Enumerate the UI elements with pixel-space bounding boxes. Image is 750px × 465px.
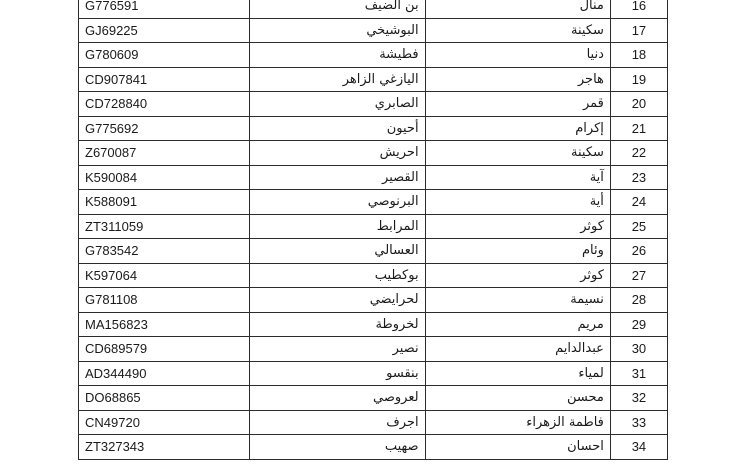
table-row — [79, 18, 668, 43]
table-row — [79, 190, 668, 215]
row-number-cell: 19 — [610, 67, 667, 92]
table-row — [79, 165, 668, 190]
row-number-cell: 26 — [610, 239, 667, 264]
row-number-cell: 21 — [610, 116, 667, 141]
row-number-cell: 17 — [610, 18, 667, 43]
last-name-cell: القصير — [250, 165, 425, 190]
last-name-cell: اليازغي الزاهر — [250, 67, 425, 92]
last-name-cell: احريش — [250, 141, 425, 166]
id-cell: G781108 — [79, 288, 250, 313]
row-number-cell: 30 — [610, 337, 667, 362]
row-number-cell: 31 — [610, 361, 667, 386]
id-cell: CD689579 — [79, 337, 250, 362]
last-name-cell: بنقسو — [250, 361, 425, 386]
table-row — [79, 43, 668, 68]
row-number-cell: 23 — [610, 165, 667, 190]
table-row — [79, 239, 668, 264]
row-number-cell: 29 — [610, 312, 667, 337]
id-cell: AD344490 — [79, 361, 250, 386]
row-number-cell: 32 — [610, 386, 667, 411]
last-name-cell: لحرايضي — [250, 288, 425, 313]
table-row — [79, 410, 668, 435]
first-name-cell: هاجر — [425, 67, 610, 92]
row-number-cell: 33 — [610, 410, 667, 435]
id-cell: G775692 — [79, 116, 250, 141]
first-name-cell: مريم — [425, 312, 610, 337]
table-row — [79, 141, 668, 166]
row-number-cell: 20 — [610, 92, 667, 117]
table-row — [79, 435, 668, 460]
last-name-cell: صهيب — [250, 435, 425, 460]
table-row — [79, 361, 668, 386]
last-name-cell: البوشيخي — [250, 18, 425, 43]
roster-table — [78, 0, 668, 460]
id-cell: CN49720 — [79, 410, 250, 435]
first-name-cell: لمياء — [425, 361, 610, 386]
id-cell: ZT311059 — [79, 214, 250, 239]
first-name-cell: احسان — [425, 435, 610, 460]
id-cell: K590084 — [79, 165, 250, 190]
table-row — [79, 386, 668, 411]
last-name-cell: لخروطة — [250, 312, 425, 337]
table-row — [79, 337, 668, 362]
last-name-cell: المرابط — [250, 214, 425, 239]
id-cell: K588091 — [79, 190, 250, 215]
id-cell: CD907841 — [79, 67, 250, 92]
table-row — [79, 0, 668, 18]
row-number-cell: 18 — [610, 43, 667, 68]
first-name-cell: أية — [425, 190, 610, 215]
first-name-cell: سكينة — [425, 141, 610, 166]
last-name-cell: بن الضيف — [250, 0, 425, 18]
last-name-cell: الصابري — [250, 92, 425, 117]
roster-body — [79, 0, 668, 459]
row-number-cell: 16 — [610, 0, 667, 18]
first-name-cell: عبدالدايم — [425, 337, 610, 362]
id-cell: G780609 — [79, 43, 250, 68]
row-number-cell: 34 — [610, 435, 667, 460]
id-cell: DO68865 — [79, 386, 250, 411]
last-name-cell: لعروصي — [250, 386, 425, 411]
table-row — [79, 67, 668, 92]
last-name-cell: فطيشة — [250, 43, 425, 68]
first-name-cell: نسيمة — [425, 288, 610, 313]
id-cell: MA156823 — [79, 312, 250, 337]
last-name-cell: بوكطيب — [250, 263, 425, 288]
first-name-cell: إكرام — [425, 116, 610, 141]
last-name-cell: نصير — [250, 337, 425, 362]
id-cell: Z670087 — [79, 141, 250, 166]
last-name-cell: أحيون — [250, 116, 425, 141]
row-number-cell: 25 — [610, 214, 667, 239]
first-name-cell: دنيا — [425, 43, 610, 68]
row-number-cell: 24 — [610, 190, 667, 215]
first-name-cell: منال — [425, 0, 610, 18]
table-row — [79, 288, 668, 313]
table-row — [79, 92, 668, 117]
row-number-cell: 22 — [610, 141, 667, 166]
first-name-cell: آية — [425, 165, 610, 190]
table-row — [79, 116, 668, 141]
last-name-cell: البرنوصي — [250, 190, 425, 215]
first-name-cell: قمر — [425, 92, 610, 117]
id-cell: GJ69225 — [79, 18, 250, 43]
first-name-cell: كوثر — [425, 214, 610, 239]
table-row — [79, 312, 668, 337]
id-cell: ZT327343 — [79, 435, 250, 460]
id-cell: CD728840 — [79, 92, 250, 117]
id-cell: G776591 — [79, 0, 250, 18]
first-name-cell: فاطمة الزهراء — [425, 410, 610, 435]
table-row — [79, 263, 668, 288]
first-name-cell: كوثر — [425, 263, 610, 288]
first-name-cell: وئام — [425, 239, 610, 264]
last-name-cell: اجرف — [250, 410, 425, 435]
row-number-cell: 28 — [610, 288, 667, 313]
first-name-cell: سكينة — [425, 18, 610, 43]
first-name-cell: محسن — [425, 386, 610, 411]
last-name-cell: العسالي — [250, 239, 425, 264]
row-number-cell: 27 — [610, 263, 667, 288]
id-cell: K597064 — [79, 263, 250, 288]
id-cell: G783542 — [79, 239, 250, 264]
table-row — [79, 214, 668, 239]
